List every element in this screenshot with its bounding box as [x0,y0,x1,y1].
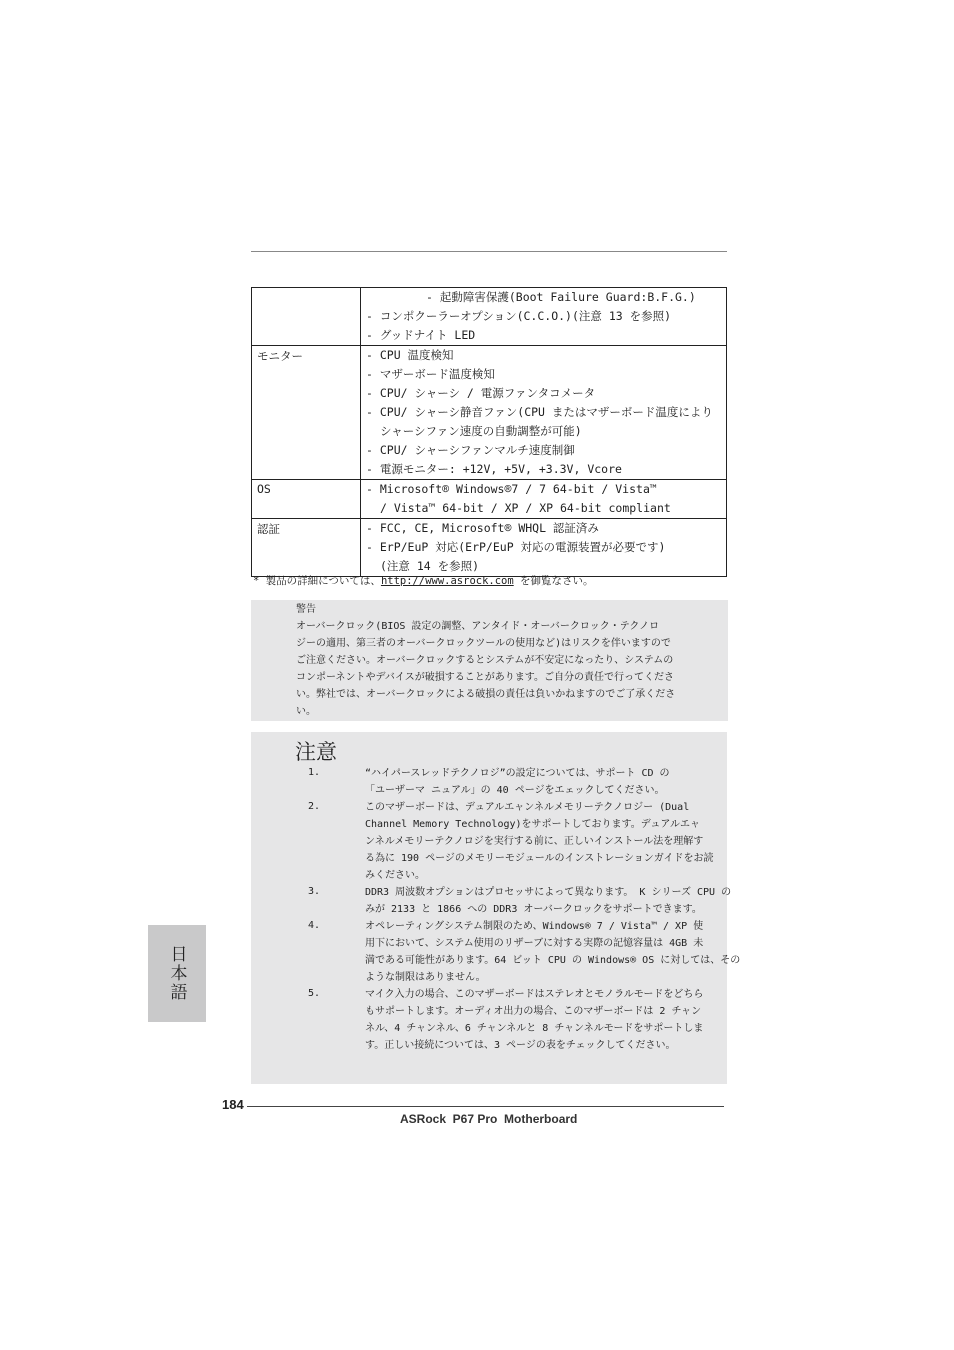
note-line: もサポートします。オーディオ出力の場合、このマザーボードは 2 チャン [365,1006,702,1017]
language-tab [148,925,206,1022]
note-line: オペレーティングシステム制限のため、Windows® 7 / Vista™ / XP 使 [365,921,704,932]
spec-row [252,346,727,480]
spec-line: シャーシファン速度の自動調整が可能) [380,424,582,438]
spec-row [252,480,727,519]
spec-label: 認証 [252,519,361,577]
warning-line: い。 [296,706,316,717]
note-number: 4. [308,920,321,931]
spec-line: (注意 14 を参照) [380,559,480,573]
note-line: “ハイパースレッドテクノロジ”の設定については、サポート CD の [365,768,670,779]
spec-line: - Microsoft® Windows®7 / 7 64-bit / Vista™ [366,482,657,496]
warning-line: い。弊社では、オーバークロックによる破損の責任は負いかねますのでご了承くださ [296,689,676,700]
language-tab-label: 日本語 [166,945,187,1002]
top-rule [251,251,727,252]
spec-line: - CPU/ シャーシファンマルチ速度制御 [366,443,575,457]
spec-row [252,519,727,577]
spec-line: - 電源モニター: +12V, +5V, +3.3V, Vcore [366,462,622,476]
spec-line: - CPU/ シャーシ静音ファン(CPU またはマザーボード温度により [366,405,713,419]
note-line: 用下において、システム使用のリザーブに対する実際の記憶容量は 4GB 未 [365,938,704,949]
note-number: 2. [308,801,321,812]
page-number: 184 [222,1097,244,1112]
footer-title: ASRock P67 Pro Motherboard [400,1112,578,1126]
note-line: ネル、4 チャンネル、6 チャンネルと 8 チャンネルモードをサポートしま [365,1023,704,1034]
warning-box [251,600,728,721]
warning-line: オーバークロック(BIOS 設定の調整、アンタイド・オーバークロック・テクノロ [296,621,660,632]
footnote [253,573,594,588]
spec-line: - CPU 温度検知 [366,348,454,362]
spec-value [361,288,727,346]
spec-value [361,519,727,577]
spec-line: - コンポクーラーオプション(C.C.O.)(注意 13 を参照) [366,309,672,323]
spec-value [361,480,727,519]
spec-row [252,288,727,346]
notes-box [251,732,741,1084]
note-line: マイク入力の場合、このマザーボードはステレオとモノラルモードをどちら [365,989,704,1000]
asrock-link[interactable]: http://www.asrock.com [380,575,514,587]
note-line: 「ユーザーマ ニュアル」の 40 ページをエェックしてください。 [365,785,665,796]
notes-title: 注意 [295,740,337,764]
spec-line: - ErP/EuP 対応(ErP/EuP 対応の電源装置が必要です) [366,540,666,554]
note-line: る為に 190 ページのメモリーモジュールのインストレーションガイドをお読 [365,853,714,864]
warning-title: 警告 [296,604,316,615]
warning-line: ジーの適用、第三者のオーバークロックツールの使用など)はリスクを伴いますので [296,638,671,649]
spec-line: - CPU/ シャーシ / 電源ファンタコメータ [366,386,596,400]
spec-table [251,287,727,577]
warning-line: ご注意ください。オーバークロックするとシステムが不安定になったり、システムの [296,655,674,666]
spec-value [361,346,727,480]
spec-line: - FCC, CE, Microsoft® WHQL 認証済み [366,521,599,535]
note-number: 3. [308,886,321,897]
note-line: 満である可能性があります。64 ビット CPU の Windows® OS に対しては、その [365,955,741,966]
spec-label: OS [252,480,361,519]
note-line: ような制限はありません。 [365,972,486,983]
note-line: ンネルメモリーテクノロジを実行する前に、正しいインストール法を理解す [365,836,704,847]
warning-line: コンポーネントやデバイスが破損することがあります。ご自分の責任で行ってくださ [296,672,674,683]
spec-line: / Vista™ 64-bit / XP / XP 64-bit compliant [380,501,671,515]
note-line: Channel Memory Technology)をサポートしております。デュアルエャ [365,819,701,830]
note-number: 5. [308,988,321,999]
footnote-suffix: を御覧なさい。 [513,575,594,587]
note-line: す。正しい接続については、3 ページの表をチェックしてください。 [365,1040,676,1051]
spec-line: - マザーボード温度検知 [366,367,495,381]
footer-rule [247,1106,724,1107]
footnote-prefix: * 製品の詳細については、 [253,575,381,587]
spec-line: - 起動障害保護(Boot Failure Guard:B.F.G.) [426,290,696,304]
spec-label [252,288,361,346]
note-line: みが 2133 と 1866 への DDR3 オーバークロックをサポートできます。 [365,904,702,915]
note-line: このマザーボードは、デュアルエャンネルメモリーテクノロジー (Dual [365,802,690,813]
spec-label: モニター [252,346,361,480]
spec-line: - グッドナイト LED [366,328,476,342]
note-line: みください。 [365,870,425,881]
note-number: 1. [308,767,321,778]
note-line: DDR3 周波数オプションはプロセッサによって異なります。 K シリーズ CPU の [365,887,732,898]
